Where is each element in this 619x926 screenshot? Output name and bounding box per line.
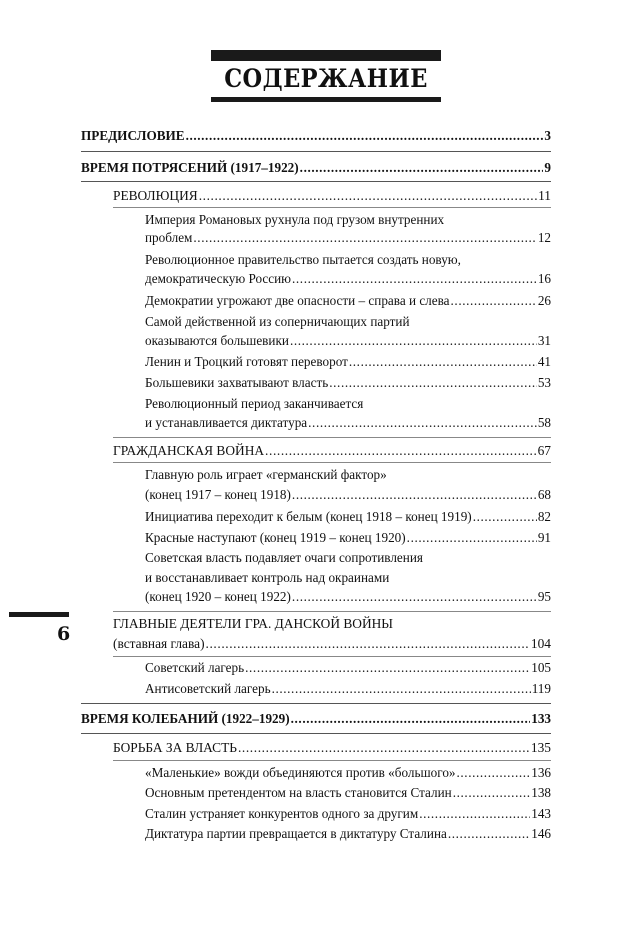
leader-dots — [199, 188, 537, 204]
toc-entry-figures — [113, 636, 551, 652]
toc-page-number: 26 — [537, 293, 551, 308]
toc-entry — [145, 785, 551, 801]
toc-entry-title: Диктатура партии превращается в диктатуру Сталина — [145, 826, 447, 841]
toc-entry-title: ВРЕМЯ ПОТРЯСЕНИЙ (1917–1922) — [81, 160, 299, 175]
toc-entry-line: ГЛАВНЫЕ ДЕЯТЕЛИ ГРА. ДАНСКОЙ ВОЙНЫ — [113, 616, 393, 631]
toc-entry — [145, 271, 551, 287]
leader-dots — [186, 128, 544, 144]
toc-entry — [145, 230, 551, 246]
leader-dots — [245, 660, 530, 676]
toc-page-number: 68 — [537, 487, 551, 502]
leader-dots — [473, 509, 537, 525]
toc-page-number: 41 — [537, 354, 551, 369]
divider — [113, 207, 551, 208]
leader-dots — [457, 765, 531, 781]
leader-dots — [272, 681, 531, 697]
toc-entry-title: Красные наступают (конец 1919 – конец 1920) — [145, 530, 406, 545]
leader-dots — [453, 785, 530, 801]
leader-dots — [451, 293, 537, 309]
toc-entry — [145, 333, 551, 349]
divider — [113, 462, 551, 463]
toc-entry-title: Основным претендентом на власть становится Сталин — [145, 785, 452, 800]
divider — [113, 760, 551, 761]
divider — [81, 181, 551, 182]
leader-dots — [265, 443, 537, 459]
toc-page-number: 133 — [531, 711, 551, 726]
leader-dots — [292, 271, 537, 287]
toc-page-number: 143 — [531, 806, 551, 821]
page-number: 6 — [57, 623, 71, 645]
toc-entry-title: Сталин устраняет конкурентов одного за другим — [145, 806, 419, 821]
toc-page-number: 138 — [531, 785, 551, 800]
toc-entry-title: (вставная глава) — [113, 636, 205, 651]
title-bar-bottom — [211, 97, 441, 102]
toc-entry-title: и устанавливается диктатура — [145, 415, 308, 430]
toc-page-number: 12 — [537, 230, 551, 245]
toc-entry-line: и восстанавливает контроль над окраинами — [145, 570, 390, 585]
leader-dots — [193, 230, 536, 246]
toc-entry — [145, 589, 551, 605]
leader-dots — [448, 826, 530, 842]
toc-entry-title: ГРАЖДАНСКАЯ ВОЙНА — [113, 443, 265, 458]
leader-dots — [292, 487, 537, 503]
toc-entry-title: «Маленькие» вожди объединяются против «большого» — [145, 765, 456, 780]
toc-entry-title: демократическую Россию — [145, 271, 292, 286]
toc-entry-preface — [81, 128, 551, 144]
toc-entry-title: оказываются большевики — [145, 333, 289, 348]
toc-page-number: 135 — [530, 740, 551, 755]
leader-dots — [419, 806, 530, 822]
leader-dots — [308, 415, 537, 431]
toc-entry-civil-war — [113, 443, 551, 459]
toc-entry-title: Большевики захватывают власть — [145, 375, 329, 390]
toc-page-number: 53 — [537, 375, 551, 390]
leader-dots — [238, 740, 530, 756]
toc-entry-line: Главную роль играет «германский фактор» — [145, 467, 387, 482]
title-bar-top — [211, 50, 441, 61]
page-marker-bar — [9, 612, 69, 617]
toc-entry-line: Революционный период заканчивается — [145, 396, 364, 411]
leader-dots — [329, 375, 537, 391]
toc-entry-title: БОРЬБА ЗА ВЛАСТЬ — [113, 740, 237, 755]
toc-page-number: 16 — [537, 271, 551, 286]
leader-dots — [290, 333, 537, 349]
toc-entry — [145, 487, 551, 503]
toc-page-number: 3 — [544, 128, 551, 143]
toc-entry — [145, 509, 551, 525]
toc-page-number: 11 — [538, 188, 551, 203]
divider — [113, 656, 551, 657]
toc-entry-revolution — [113, 188, 551, 204]
toc-entry-title: Инициатива переходит к белым (конец 1918 – конец 1919) — [145, 509, 472, 524]
toc-entry — [145, 375, 551, 391]
leader-dots — [292, 589, 537, 605]
toc-page-number: 119 — [531, 681, 551, 696]
toc-entry — [145, 765, 551, 781]
leader-dots — [291, 711, 531, 727]
toc-page-number: 146 — [531, 826, 551, 841]
toc-entry — [145, 415, 551, 431]
toc-page-number: 91 — [537, 530, 551, 545]
leader-dots — [349, 354, 537, 370]
toc-entry-power — [113, 740, 551, 756]
toc-entry — [145, 354, 551, 370]
toc-entry-title: Демократии угрожают две опасности – справа и слева — [145, 293, 450, 308]
toc-entry-title: ВРЕМЯ КОЛЕБАНИЙ (1922–1929) — [81, 711, 290, 726]
leader-dots — [300, 160, 544, 176]
toc-entry-title: (конец 1920 – конец 1922) — [145, 589, 291, 604]
toc-entry-title: РЕВОЛЮЦИЯ — [113, 188, 198, 203]
toc-entry — [145, 806, 551, 822]
toc-entry — [145, 293, 551, 309]
toc-entry-line: Революционное правительство пытается создать новую, — [145, 252, 461, 267]
toc-page-number: 67 — [537, 443, 551, 458]
toc-entry-part1 — [81, 160, 551, 176]
contents-title-block — [211, 50, 441, 102]
toc-page-number: 82 — [537, 509, 551, 524]
divider — [113, 437, 551, 438]
toc-entry-title: Антисоветский лагерь — [145, 681, 271, 696]
toc-page-number: 9 — [544, 160, 551, 175]
toc-entry — [145, 530, 551, 546]
toc-page-number: 58 — [537, 415, 551, 430]
leader-dots — [407, 530, 537, 546]
toc-page-number: 31 — [537, 333, 551, 348]
toc-page-number: 104 — [530, 636, 551, 651]
toc-entry-line: Империя Романовых рухнула под грузом внутренних — [145, 212, 445, 227]
toc-entry — [145, 681, 551, 697]
toc-entry-line: Самой действенной из соперничающих партий — [145, 314, 410, 329]
leader-dots — [206, 636, 530, 652]
divider — [81, 703, 551, 704]
toc-entry-line: Советская власть подавляет очаги сопротивления — [145, 550, 423, 565]
toc-entry-part2 — [81, 711, 551, 727]
toc-entry — [145, 826, 551, 842]
toc-entry-title: проблем — [145, 230, 193, 245]
divider — [81, 151, 551, 152]
toc-page-number: 136 — [531, 765, 551, 780]
toc-page-number: 95 — [537, 589, 551, 604]
divider — [81, 733, 551, 734]
toc-entry — [145, 660, 551, 676]
toc-entry-title: (конец 1917 – конец 1918) — [145, 487, 291, 502]
divider — [113, 611, 551, 612]
page-title: СОДЕРЖАНИЕ — [224, 64, 428, 93]
toc-entry-title: Советский лагерь — [145, 660, 245, 675]
toc-entry-title: Ленин и Троцкий готовят переворот — [145, 354, 348, 369]
toc-page-number: 105 — [531, 660, 551, 675]
toc-entry-title: ПРЕДИСЛОВИЕ — [81, 128, 185, 143]
